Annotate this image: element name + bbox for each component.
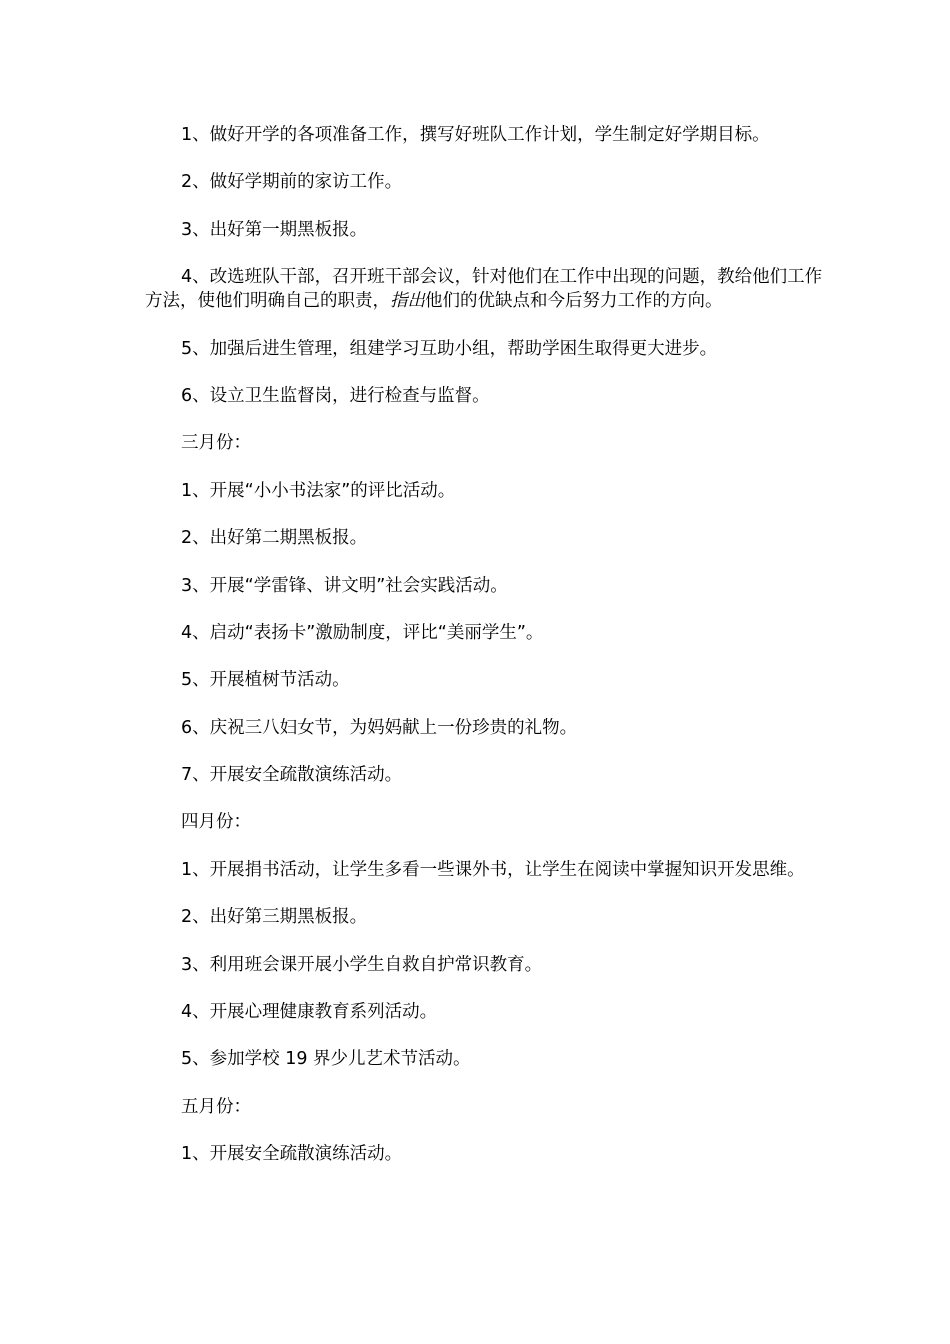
paragraph-14: 1、开展捐书活动，让学生多看一些课外书，让学生在阅读中掌握知识开发思维。 [181, 859, 805, 880]
paragraph-9: 3、开展“学雷锋、讲文明”社会实践活动。 [181, 575, 508, 596]
paragraph-10: 4、启动“表扬卡”激励制度，评比“美丽学生”。 [181, 622, 544, 643]
paragraph-4 [145, 265, 825, 313]
heading-march: 三月份： [181, 433, 251, 454]
paragraph-6: 6、设立卫生监督岗，进行检查与监督。 [181, 385, 490, 406]
paragraph-19: 1、开展安全疏散演练活动。 [181, 1144, 403, 1165]
paragraph-5: 5、加强后进生管理，组建学习互助小组，帮助学困生取得更大进步。 [181, 338, 718, 359]
paragraph-4-text-a: 4、改选班队干部，召开班干部会议，针对他们在工作中出现的问题，教给他们工作方法，使他们明确自己的职责， [145, 267, 823, 312]
paragraph-18: 5、参加学校 19 界少儿艺术节活动。 [181, 1049, 471, 1070]
paragraph-13: 7、开展安全疏散演练活动。 [181, 765, 403, 786]
paragraph-16: 3、利用班会课开展小学生自救自护常识教育。 [181, 954, 543, 975]
paragraph-4-italic: 指出 [390, 291, 425, 312]
paragraph-11: 5、开展植树节活动。 [181, 670, 350, 691]
paragraph-12: 6、庆祝三八妇女节，为妈妈献上一份珍贵的礼物。 [181, 717, 578, 738]
paragraph-2: 2、做好学期前的家访工作。 [181, 172, 403, 193]
paragraph-15: 2、出好第三期黑板报。 [181, 907, 368, 928]
document-body [145, 123, 825, 1190]
paragraph-8: 2、出好第二期黑板报。 [181, 528, 368, 549]
paragraph-17: 4、开展心理健康教育系列活动。 [181, 1002, 438, 1023]
heading-april: 四月份： [181, 812, 251, 833]
paragraph-7: 1、开展“小小书法家”的评比活动。 [181, 480, 456, 501]
heading-may: 五月份： [181, 1096, 251, 1117]
paragraph-3: 3、出好第一期黑板报。 [181, 219, 368, 240]
paragraph-4-text-b: 他们的优缺点和今后努力工作的方向。 [425, 291, 723, 312]
paragraph-1: 1、做好开学的各项准备工作，撰写好班队工作计划，学生制定好学期目标。 [181, 125, 770, 145]
